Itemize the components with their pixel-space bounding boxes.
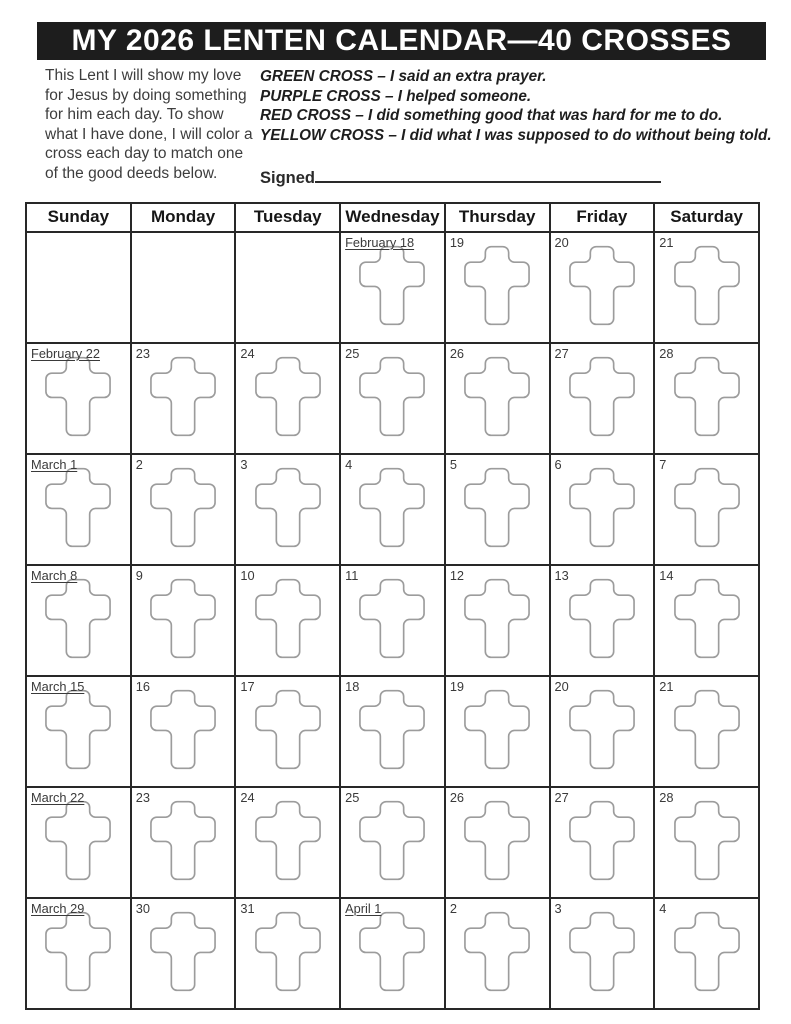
date-label: 27 (554, 789, 569, 805)
day-header-wednesday: Wednesday (340, 203, 445, 232)
cross-icon[interactable] (358, 799, 426, 882)
cross-icon[interactable] (149, 688, 217, 771)
cross-icon[interactable] (149, 355, 217, 438)
calendar-cell (445, 232, 550, 343)
cross-icon[interactable] (149, 799, 217, 882)
date-label: 21 (659, 678, 674, 694)
cross-icon[interactable] (149, 910, 217, 993)
calendar-cell (654, 343, 759, 454)
calendar-cell (550, 232, 655, 343)
calendar-cell (445, 565, 550, 676)
cross-icon[interactable] (673, 355, 741, 438)
date-label: 20 (554, 678, 569, 694)
cross-icon[interactable] (44, 577, 112, 660)
date-label: 30 (135, 900, 150, 916)
date-label: 7 (659, 456, 667, 472)
calendar-cell (550, 454, 655, 565)
cross-icon[interactable] (358, 688, 426, 771)
cross-icon[interactable] (568, 355, 636, 438)
calendar-week-row (26, 676, 759, 787)
title-bar (37, 22, 766, 60)
date-label: 31 (240, 900, 255, 916)
cross-icon[interactable] (673, 577, 741, 660)
date-label: 19 (449, 234, 465, 250)
calendar-cell (550, 676, 655, 787)
date-label: 13 (554, 567, 569, 583)
lenten-calendar (25, 202, 760, 1010)
calendar-cell-empty (131, 232, 236, 343)
cross-icon[interactable] (463, 910, 531, 993)
date-label: 2 (135, 456, 143, 472)
calendar-cell (340, 232, 445, 343)
legend-item-green: GREEN CROSS – I said an extra prayer. (260, 68, 547, 85)
day-header-monday: Monday (131, 203, 236, 232)
calendar-cell (654, 676, 759, 787)
calendar-cell (26, 565, 131, 676)
date-label: 28 (659, 345, 674, 361)
calendar-week-row (26, 565, 759, 676)
calendar-cell (654, 232, 759, 343)
date-label: 17 (240, 678, 255, 694)
calendar-cell-empty (235, 232, 340, 343)
cross-icon[interactable] (673, 688, 741, 771)
calendar-cell (445, 787, 550, 898)
cross-icon[interactable] (463, 244, 531, 327)
date-label: 9 (135, 567, 143, 583)
cross-icon[interactable] (254, 688, 322, 771)
calendar-cell (445, 343, 550, 454)
calendar-cell (445, 454, 550, 565)
calendar-week-row (26, 232, 759, 343)
date-label: March 22 (31, 789, 85, 805)
cross-icon[interactable] (254, 577, 322, 660)
date-label: April 1 (345, 900, 382, 916)
calendar-cell (235, 676, 340, 787)
date-label: March 1 (31, 456, 78, 472)
cross-icon[interactable] (358, 466, 426, 549)
date-label: 20 (554, 234, 569, 250)
signed-row (260, 166, 772, 188)
date-label: 23 (135, 789, 150, 805)
cross-icon[interactable] (568, 244, 636, 327)
date-label: 19 (449, 678, 465, 694)
calendar-cell (340, 343, 445, 454)
calendar-cell (26, 676, 131, 787)
date-label: 2 (449, 900, 457, 916)
date-label: 26 (449, 345, 465, 361)
calendar-cell (340, 898, 445, 1009)
day-header-sunday: Sunday (26, 203, 131, 232)
calendar-cell (445, 676, 550, 787)
calendar-cell (131, 454, 236, 565)
date-label: 16 (135, 678, 150, 694)
cross-icon[interactable] (44, 799, 112, 882)
date-label: March 15 (31, 678, 85, 694)
date-label: 28 (659, 789, 674, 805)
cross-icon[interactable] (463, 799, 531, 882)
calendar-week-row (26, 898, 759, 1009)
calendar-cell (550, 898, 655, 1009)
calendar-cell (26, 787, 131, 898)
cross-icon[interactable] (463, 577, 531, 660)
cross-icon[interactable] (673, 799, 741, 882)
cross-icon[interactable] (149, 466, 217, 549)
cross-icon[interactable] (44, 688, 112, 771)
cross-icon[interactable] (44, 910, 112, 993)
date-label: 10 (240, 567, 255, 583)
calendar-cell-empty (26, 232, 131, 343)
date-label: March 29 (31, 900, 85, 916)
page-title: MY 2026 LENTEN CALENDAR—40 CROSSES (71, 24, 732, 57)
cross-icon[interactable] (254, 799, 322, 882)
calendar-cell (131, 565, 236, 676)
date-label: 3 (240, 456, 248, 472)
calendar-cell (550, 787, 655, 898)
date-label: 12 (449, 567, 465, 583)
calendar-cell (26, 343, 131, 454)
calendar-cell (550, 343, 655, 454)
calendar-cell (26, 898, 131, 1009)
cross-icon[interactable] (358, 244, 426, 327)
legend-item-red: RED CROSS – I did something good that was hard for me to do. (260, 107, 723, 124)
cross-icon[interactable] (568, 799, 636, 882)
calendar-cell (235, 787, 340, 898)
day-header-thursday: Thursday (445, 203, 550, 232)
calendar-cell (26, 454, 131, 565)
calendar-cell (340, 454, 445, 565)
date-label: 27 (554, 345, 569, 361)
calendar-cell (654, 787, 759, 898)
date-label: 11 (345, 567, 359, 583)
date-label: February 18 (345, 234, 415, 250)
cross-icon[interactable] (254, 355, 322, 438)
date-label: February 22 (31, 345, 100, 361)
cross-icon[interactable] (673, 244, 741, 327)
date-label: 6 (554, 456, 562, 472)
calendar-cell (235, 343, 340, 454)
calendar-cell (340, 565, 445, 676)
day-header-saturday: Saturday (654, 203, 759, 232)
cross-icon[interactable] (254, 910, 322, 993)
date-label: 25 (345, 789, 360, 805)
date-label: 18 (345, 678, 360, 694)
date-label: 14 (659, 567, 674, 583)
cross-icon[interactable] (568, 577, 636, 660)
cross-icon[interactable] (568, 910, 636, 993)
date-label: 25 (345, 345, 360, 361)
cross-icon[interactable] (463, 688, 531, 771)
calendar-cell (654, 454, 759, 565)
legend-and-signature (260, 66, 772, 188)
calendar-cell (654, 898, 759, 1009)
date-label: 5 (449, 456, 457, 472)
date-label: 24 (240, 345, 255, 361)
cross-icon[interactable] (463, 466, 531, 549)
intro-text: This Lent I will show my love for Jesus by doing something for him each day. To show what I have done, I will color a cross each day to match one of the good deeds below. (45, 67, 253, 182)
calendar-cell (131, 676, 236, 787)
signed-label: Signed (260, 168, 316, 187)
calendar-cell (235, 898, 340, 1009)
cross-icon[interactable] (358, 910, 426, 993)
calendar-week-row (26, 343, 759, 454)
cross-icon[interactable] (254, 466, 322, 549)
cross-icon[interactable] (673, 910, 741, 993)
calendar-cell (445, 898, 550, 1009)
day-header-friday: Friday (550, 203, 655, 232)
cross-icon[interactable] (568, 688, 636, 771)
day-header-row (26, 203, 759, 232)
legend-item-purple: PURPLE CROSS – I helped someone. (260, 87, 532, 105)
cross-icon[interactable] (149, 577, 217, 660)
cross-icon[interactable] (673, 466, 741, 549)
calendar-cell (131, 787, 236, 898)
day-header-tuesday: Tuesday (235, 203, 340, 232)
signature-line[interactable] (315, 166, 661, 183)
calendar-week-row (26, 787, 759, 898)
date-label: 3 (554, 900, 562, 916)
cross-icon[interactable] (358, 577, 426, 660)
legend-item-yellow: YELLOW CROSS – I did what I was supposed to do without being told. (260, 126, 772, 144)
date-label: 24 (240, 789, 255, 805)
cross-icon[interactable] (44, 355, 112, 438)
calendar-cell (550, 565, 655, 676)
date-label: 4 (659, 900, 667, 916)
date-label: 4 (345, 456, 353, 472)
calendar-cell (340, 676, 445, 787)
date-label: 21 (659, 234, 674, 250)
cross-icon[interactable] (568, 466, 636, 549)
info-section (45, 66, 791, 188)
calendar-cell (131, 343, 236, 454)
calendar-cell (131, 898, 236, 1009)
legend-list (260, 67, 772, 145)
calendar-cell (654, 565, 759, 676)
date-label: 23 (135, 345, 150, 361)
calendar-cell (340, 787, 445, 898)
calendar-cell (235, 565, 340, 676)
date-label: March 8 (31, 567, 78, 583)
cross-icon[interactable] (358, 355, 426, 438)
cross-icon[interactable] (463, 355, 531, 438)
calendar-cell (235, 454, 340, 565)
calendar-week-row (26, 454, 759, 565)
date-label: 26 (449, 789, 465, 805)
cross-icon[interactable] (44, 466, 112, 549)
